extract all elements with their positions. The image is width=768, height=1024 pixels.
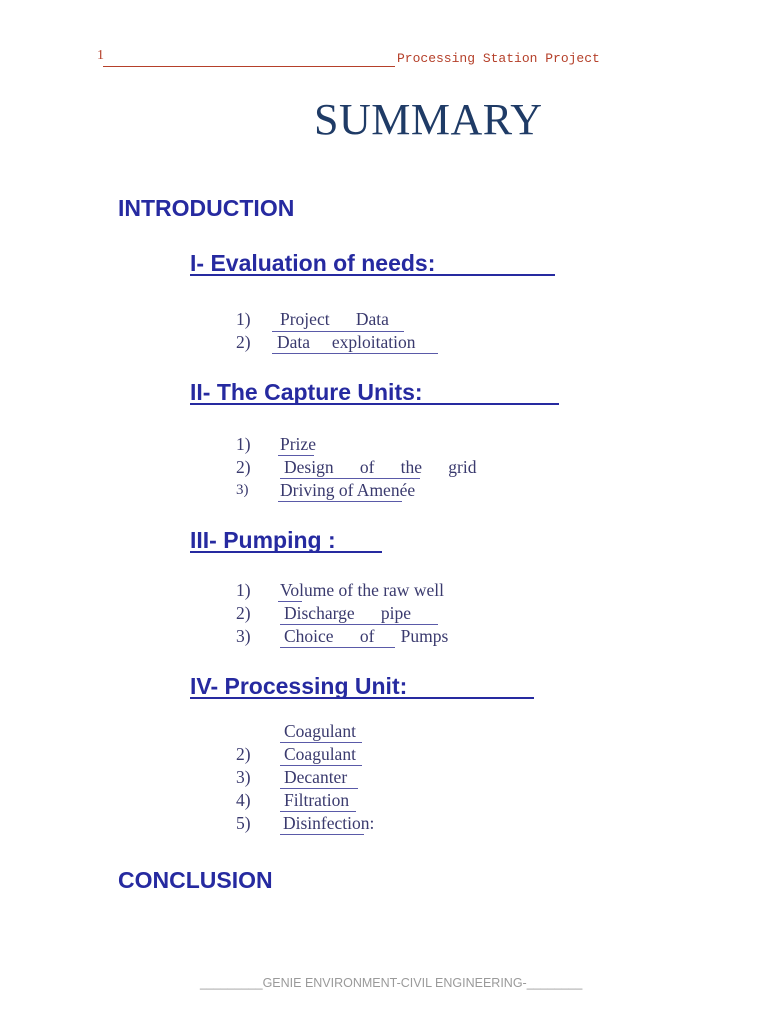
- list-item: Choice of Pumps: [284, 626, 449, 646]
- header-title: Processing Station Project: [397, 51, 600, 66]
- list-item: Prize: [280, 434, 316, 454]
- item-underline: [280, 811, 356, 812]
- section-underline-2: [190, 403, 559, 405]
- section-underline-1: [190, 274, 555, 276]
- list-item: Volume of the raw well: [280, 580, 444, 600]
- list-number: 5): [236, 813, 251, 833]
- list-number: 4): [236, 790, 251, 810]
- list-item: Coagulant: [284, 721, 356, 741]
- list-item: Coagulant: [284, 744, 356, 764]
- item-underline: [280, 647, 395, 648]
- list-number: 2): [236, 332, 251, 352]
- list-number: 1): [236, 309, 251, 329]
- list-item: Decanter: [284, 767, 348, 787]
- item-underline: [280, 478, 420, 479]
- item-underline: [280, 624, 438, 625]
- list-number: 3): [236, 767, 251, 787]
- header-rule: [103, 66, 395, 67]
- list-number: 3): [236, 626, 251, 646]
- page-footer: _________GENIE ENVIRONMENT-CIVIL ENGINEERING-________: [200, 976, 583, 990]
- list-number: 1): [236, 434, 251, 454]
- section-underline-4: [190, 697, 534, 699]
- list-item: Filtration: [284, 790, 350, 810]
- introduction-heading: INTRODUCTION: [118, 195, 295, 221]
- list-number: 2): [236, 744, 251, 764]
- list-number: 3): [236, 482, 249, 498]
- page-title: SUMMARY: [314, 95, 543, 144]
- list-item: Data exploitation: [277, 332, 416, 352]
- list-item: Design of the grid: [284, 457, 477, 477]
- item-underline: [278, 501, 402, 502]
- section-underline-3: [190, 551, 382, 553]
- list-item: Project Data: [280, 309, 389, 329]
- list-item: Disinfection:: [283, 813, 375, 833]
- item-underline: [278, 455, 314, 456]
- item-underline: [280, 765, 362, 766]
- list-number: 2): [236, 457, 251, 477]
- list-number: 1): [236, 580, 251, 600]
- page-number: 1: [97, 48, 104, 63]
- section-heading-4: IV- Processing Unit:: [190, 673, 408, 699]
- list-number: 2): [236, 603, 251, 623]
- section-heading-1: I- Evaluation of needs:: [190, 250, 436, 276]
- item-underline: [272, 353, 438, 354]
- item-underline: [280, 834, 364, 835]
- section-heading-2: II- The Capture Units:: [190, 379, 423, 405]
- conclusion-heading: CONCLUSION: [118, 867, 273, 893]
- item-underline: [280, 788, 358, 789]
- list-item: Discharge pipe: [284, 603, 412, 623]
- section-heading-3: III- Pumping :: [190, 527, 336, 553]
- item-underline: [280, 742, 362, 743]
- list-item: Driving of Amenée: [280, 480, 416, 500]
- item-underline: [278, 601, 302, 602]
